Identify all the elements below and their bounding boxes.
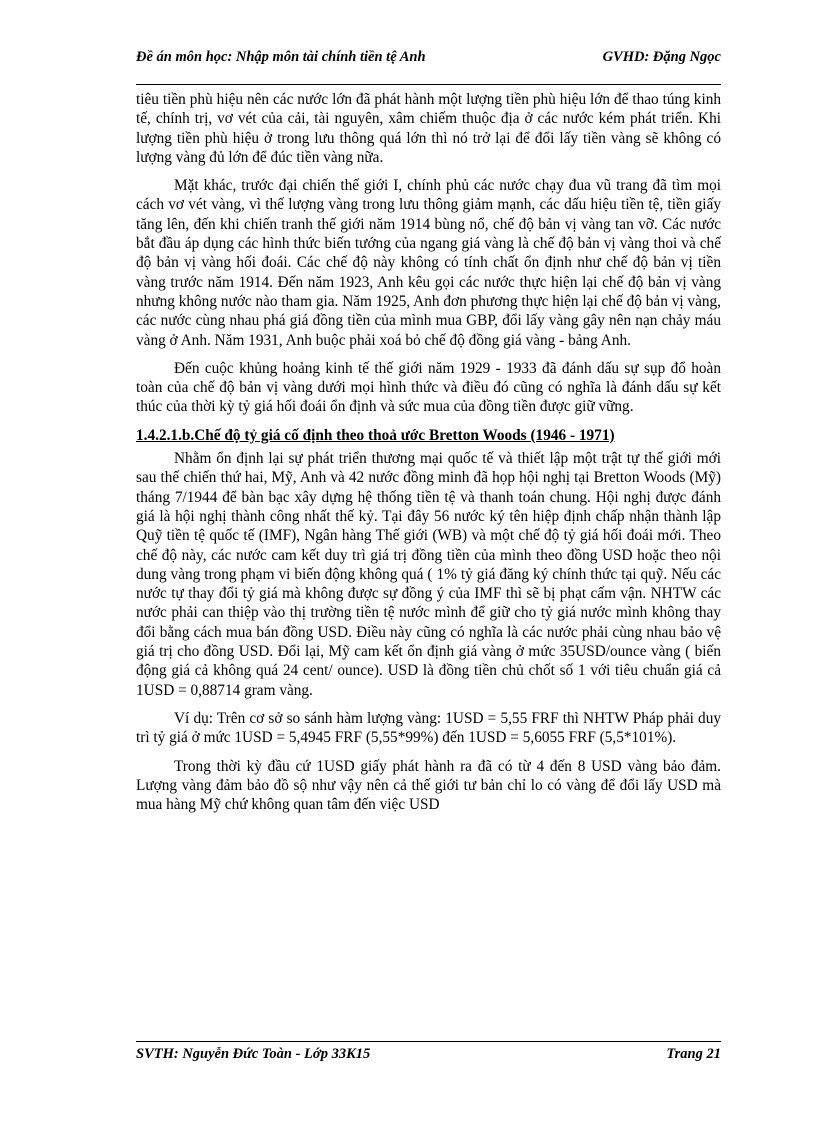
paragraph: Ví dụ: Trên cơ sở so sánh hàm lượng vàng: 1USD = 5,55 FRF thì NHTW Pháp phải duy trì tỷ giá ở mức 1USD = 5,4945 FRF (5,55*99%) đến 1USD = 5,6055 FRF (5,5*101%). <box>136 709 721 747</box>
section-heading: 1.4.2.1.b.Chế độ tỷ giá cố định theo thoả ước Bretton Woods (1946 - 1971) <box>136 426 615 444</box>
paragraph: tiêu tiền phù hiệu nên các nước lớn đã phát hành một lượng tiền phù hiệu lớn để thao túng kinh tế, chính trị, vơ vét của cải, tài nguyên, xâm chiếm thuộc địa ở các nước kém phát triển. Khi lượng tiền phù hiệu ở trong lưu thông quá lớn thì nó trở lại để đổi lấy tiền vàng sẽ không có lượng vàng đủ lớn để đúc tiền vàng nữa. <box>136 91 721 166</box>
footer-student: SVTH: Nguyễn Đức Toàn - Lớp 33K15 <box>136 1046 371 1062</box>
footer-page-number: Trang 21 <box>666 1046 721 1062</box>
page-footer <box>136 1041 721 1063</box>
paragraph: Đến cuộc khủng hoảng kinh tế thế giới năm 1929 - 1933 đã đánh dấu sự sụp đổ hoàn toàn của chế độ bản vị vàng dưới mọi hình thức và điều đó cũng có nghĩa là đánh dấu sự kết thúc của thời kỳ tỷ giá hối đoái ổn định và sức mua của đồng tiền được giữ vững. <box>136 359 721 416</box>
document-page <box>136 48 721 823</box>
header-course-title: Đề án môn học: Nhập môn tài chính tiền tệ Anh <box>136 49 426 65</box>
document-body <box>136 90 721 814</box>
paragraph: Mặt khác, trước đại chiến thế giới I, chính phủ các nước chạy đua vũ trang đã tìm mọi cách vơ vét vàng, vì thế lượng vàng trong lưu thông giảm mạnh, các dấu hiệu tiền tệ, tiền giấy tăng lên, đến khi chiến tranh thế giới năm 1914 bùng nổ, chế độ bản vị vàng tan vỡ. Các nước bắt đầu áp dụng các hình thức biến tướng của ngang giá vàng là chế độ bản vị vàng thoi và chế độ bản vị vàng hối đoái. Các chế độ này không có tính chất ổn định như chế độ bản vị tiền vàng trước năm 1914. Đến năm 1923, Anh kêu gọi các nước thực hiện lại chế độ bản vị vàng nhưng không nước nào tham gia. Năm 1925, Anh đơn phương thực hiện lại chế độ bản vị vàng, các nước cùng nhau phá giá đồng tiền của mình mua GBP, đổi lấy vàng gây nên nạn chảy máu vàng ở Anh. Năm 1931, Anh buộc phải xoá bỏ chế độ đồng giá vàng - bảng Anh. <box>136 177 721 349</box>
paragraph: Nhằm ổn định lại sự phát triển thương mại quốc tế và thiết lập một trật tự thế giới mới sau thế chiến thứ hai, Mỹ, Anh và 42 nước đồng minh đã họp hội nghị tại Bretton Woods (Mỹ) tháng 7/1944 để bàn bạc xây dựng hệ thống tiền tệ và thanh toán chung. Hội nghị được đánh giá là hội nghị thành công nhất thế kỷ. Tại đây 56 nước ký tên hiệp định chấp nhận thành lập Quỹ tiền tệ quốc tế (IMF), Ngân hàng Thế giới (WB) và một chế độ tỷ giá hối đoái mới. Theo chế độ này, các nước cam kết duy trì giá trị đồng tiền của mình theo đồng USD hoặc theo nội dung vàng trong phạm vi biến động không quá ( 1% tỷ giá đăng ký chính thức tại quỹ. Nếu các nước tự thay đổi tỷ giá mà không được sự đồng ý của IMF thì sẽ bị phạt cấm vận. NHTW các nước phải can thiệp vào thị trường tiền tệ nước mình để giữ cho tỷ giá nước mình không thay đổi bằng cách mua bán đồng USD. Điều này cũng có nghĩa là các nước phải cùng nhau bảo vệ giá trị cho đồng USD. Đổi lại, Mỹ cam kết ổn định giá vàng ở mức 35USD/ounce vàng ( biến động giá cả không quá 24 cent/ ounce). USD là đồng tiền chủ chốt số 1 với tiêu chuẩn giá cả 1USD = 0,88714 gram vàng. <box>136 450 721 699</box>
page-header <box>136 48 721 85</box>
paragraph: Trong thời kỳ đầu cứ 1USD giấy phát hành ra đã có từ 4 đến 8 USD vàng bảo đảm. Lượng vàng đảm bảo đồ sộ như vậy nên cả thế giới tư bản chỉ lo có vàng để đổi lấy USD mà mua hàng Mỹ chứ không quan tâm đến việc USD <box>136 757 721 814</box>
header-instructor: GVHD: Đặng Ngọc <box>602 49 721 65</box>
